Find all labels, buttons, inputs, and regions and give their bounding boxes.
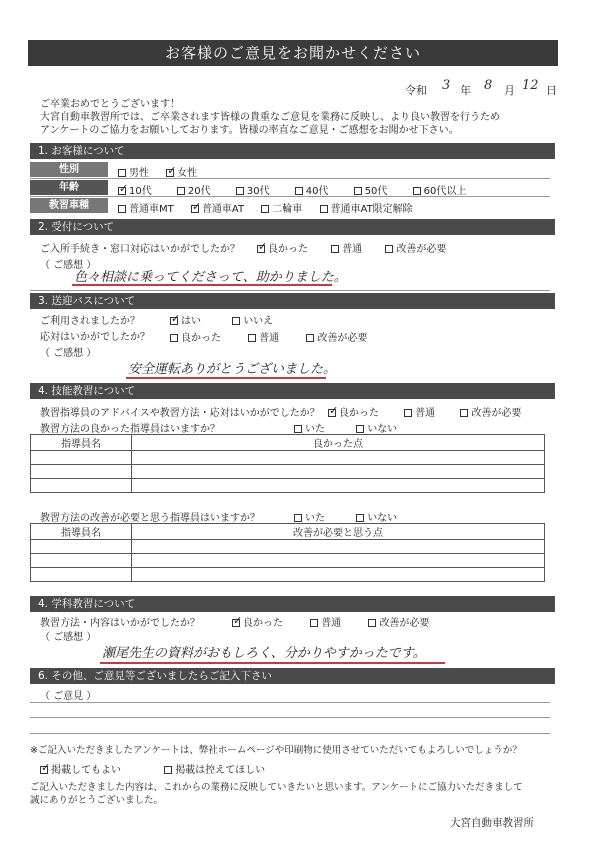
classroom-comment[interactable]: 瀬尾先生の資料がおもしろく、分かりやすかったです。 (102, 646, 426, 661)
intro-line: 大宮自動車教習所では、ご卒業されます皆様の貴重なご意見を業務に反映し、より良い教習を行うため (40, 112, 500, 123)
bus-option-good[interactable] (170, 329, 221, 344)
classroom-option-improve[interactable] (368, 614, 429, 629)
table-row (31, 540, 545, 554)
course-options (118, 200, 427, 215)
classroom-option-good[interactable] (232, 614, 283, 629)
age-option-30s[interactable] (236, 182, 270, 197)
section-header-other: 6. その他、ご意見等ございましたらご記入下さい (30, 668, 555, 684)
option-label: 普通車AT限定解除 (330, 204, 413, 215)
improve-instructor-table (30, 523, 545, 582)
checkbox-icon[interactable] (356, 425, 364, 433)
classroom-comment-label: （ ご感想 ） (40, 632, 97, 643)
date-year-unit: 年 (460, 84, 471, 97)
good-instructor-table (30, 434, 545, 493)
improve-instructor-yes[interactable] (294, 509, 325, 524)
intro-line: アンケートのご協力をお願いしております。皆様の率直なご意見・ご感想をお聞かせ下さい。 (40, 125, 459, 136)
bus-option-improve[interactable] (306, 329, 367, 344)
checkbox-icon[interactable] (331, 245, 339, 253)
option-label: いた (305, 513, 325, 524)
thanks-line: 誠にありがとうございました。 (30, 795, 164, 806)
table-row (31, 554, 545, 568)
comment-label-text: ご感想 (53, 260, 84, 271)
publish-options (40, 761, 279, 776)
checkbox-icon[interactable] (306, 334, 314, 342)
checkbox-checked-icon[interactable] (166, 169, 174, 177)
bus-question-service: 応対はいかがでしたか？ (40, 332, 150, 343)
reception-options (257, 240, 460, 255)
table-cell[interactable] (132, 540, 545, 554)
classroom-question: 教習方法・内容はいかがでしたか？ (40, 618, 200, 629)
option-label: 普通車MT (129, 204, 174, 215)
age-options (118, 182, 480, 197)
table-cell[interactable] (31, 465, 132, 479)
age-option-20s[interactable] (177, 182, 211, 197)
checkbox-icon[interactable] (236, 187, 244, 195)
comment-line[interactable] (30, 717, 550, 718)
checkbox-checked-icon[interactable] (191, 205, 199, 213)
table-row (31, 479, 545, 493)
section-header-reception: 2. 受付について (30, 219, 555, 235)
driving-option-normal[interactable] (404, 404, 435, 419)
driving-option-good[interactable] (328, 404, 379, 419)
driving-option-improve[interactable] (460, 404, 521, 419)
checkbox-checked-icon[interactable] (257, 245, 265, 253)
table-cell[interactable] (132, 451, 545, 465)
publish-option-decline[interactable] (164, 761, 265, 776)
age-option-50s[interactable] (354, 182, 388, 197)
table-cell[interactable] (132, 479, 545, 493)
checkbox-icon[interactable] (385, 245, 393, 253)
option-label: 改善が必要 (396, 244, 447, 255)
checkbox-icon[interactable] (294, 425, 302, 433)
option-label: 良かった (268, 244, 308, 255)
date-day[interactable]: 12 (522, 78, 539, 93)
good-instructor-yes[interactable] (294, 420, 325, 435)
course-option-motorcycle[interactable] (261, 200, 302, 215)
table-cell[interactable] (132, 465, 545, 479)
checkbox-checked-icon[interactable] (118, 187, 126, 195)
table-row (31, 451, 545, 465)
reception-comment-label: （ ご感想 ） (40, 260, 97, 271)
option-label: 良かった (181, 333, 221, 344)
age-option-10s[interactable] (118, 182, 152, 197)
bus-comment-label: （ ご感想 ） (40, 348, 97, 359)
date-day-unit: 日 (546, 84, 557, 97)
classroom-option-normal[interactable] (310, 614, 341, 629)
publish-option-ok[interactable] (40, 761, 121, 776)
checkbox-icon[interactable] (261, 205, 269, 213)
table-header-good-points: 良かった点 (132, 435, 545, 451)
driving-question-good-instructor: 教習方法の良かった指導員はいますか？ (40, 424, 220, 435)
bus-question-use: ご利用されましたか？ (40, 316, 140, 327)
bus-option-normal[interactable] (248, 329, 279, 344)
checkbox-icon[interactable] (170, 334, 178, 342)
table-header-improve-points: 改善が必要と思う点 (132, 524, 545, 540)
option-label: 二輪車 (272, 204, 303, 215)
driving-question-advice: 教習指導員のアドバイスや教習方法・応対はいかがでしたか？ (40, 408, 320, 419)
table-cell[interactable] (31, 451, 132, 465)
comment-line[interactable] (30, 733, 550, 734)
checkbox-icon[interactable] (310, 619, 318, 627)
good-instructor-options (294, 420, 411, 435)
course-option-at[interactable] (191, 200, 244, 215)
comment-label-text: ご感想 (53, 348, 84, 359)
section-header-driving: 4. 技能教習について (30, 383, 555, 399)
publish-note: ※ご記入いただきましたアンケートは、弊社ホームページや印刷物に使用させていただいてもよろしいでしょうか？ (30, 745, 522, 756)
table-cell[interactable] (31, 540, 132, 554)
checkbox-icon[interactable] (295, 187, 303, 195)
option-label: 20代 (187, 186, 211, 197)
option-label: 普通 (342, 244, 363, 255)
checkbox-icon[interactable] (404, 409, 412, 417)
checkbox-icon[interactable] (177, 187, 185, 195)
course-option-at-limit[interactable] (320, 200, 413, 215)
option-label: はい (181, 316, 201, 327)
checkbox-icon[interactable] (354, 187, 362, 195)
checkbox-checked-icon[interactable] (40, 766, 48, 774)
checkbox-icon[interactable] (294, 514, 302, 522)
gender-option-male[interactable] (118, 164, 149, 179)
date-era: 令和 (405, 84, 427, 97)
option-label: 男性 (129, 168, 149, 179)
reception-option-good[interactable] (257, 240, 308, 255)
bus-service-options (170, 329, 381, 344)
option-label: 掲載は控えてほしい (175, 765, 266, 776)
section-header-classroom: 4. 学科教習について (30, 596, 555, 612)
comment-line[interactable] (30, 702, 550, 703)
intro (40, 98, 560, 137)
option-label: いない (367, 424, 398, 435)
reception-option-normal[interactable] (331, 240, 362, 255)
gender-option-female[interactable] (166, 164, 197, 179)
option-label: 50代 (364, 186, 388, 197)
table-header-instructor: 指導員名 (31, 435, 132, 451)
table-cell[interactable] (31, 479, 132, 493)
classroom-options (232, 614, 443, 629)
table-row (31, 568, 545, 582)
option-label: 60代以上 (423, 186, 467, 197)
checkbox-icon[interactable] (368, 619, 376, 627)
date-month[interactable]: 8 (484, 78, 493, 93)
option-label: 40代 (305, 186, 329, 197)
checkbox-icon[interactable] (248, 334, 256, 342)
option-label: いない (367, 513, 398, 524)
table-cell[interactable] (31, 568, 132, 582)
table-cell[interactable] (31, 554, 132, 568)
date-month-unit: 月 (504, 84, 515, 97)
age-option-40s[interactable] (295, 182, 329, 197)
checkbox-checked-icon[interactable] (328, 409, 336, 417)
section-header-customer: 1. お客様について (30, 143, 555, 159)
table-cell[interactable] (132, 554, 545, 568)
organization-name: 大宮自動車教習所 (450, 817, 534, 829)
gender-options (118, 164, 211, 179)
option-label: 良かった (243, 618, 283, 629)
bus-use-options (170, 312, 287, 327)
comment-label-text: ご感想 (53, 632, 84, 643)
option-label: 普通 (321, 618, 342, 629)
age-option-60plus[interactable] (413, 182, 467, 197)
checkbox-icon[interactable] (356, 514, 364, 522)
option-label: 良かった (339, 408, 379, 419)
option-label: いた (305, 424, 325, 435)
option-label: 掲載してもよい (51, 765, 121, 776)
checkbox-icon[interactable] (320, 205, 328, 213)
option-label: 普通 (415, 408, 436, 419)
bus-option-no[interactable] (232, 312, 273, 327)
option-label: 改善が必要 (471, 408, 522, 419)
comment-label-text: ご意見 (53, 691, 84, 702)
intro-line: ご卒業おめでとうございます！ (40, 99, 180, 110)
option-label: 改善が必要 (379, 618, 430, 629)
date-year[interactable]: 3 (442, 78, 451, 93)
improve-instructor-no[interactable] (356, 509, 397, 524)
course-label: 教習車種 (30, 198, 108, 213)
checkbox-icon[interactable] (413, 187, 421, 195)
good-instructor-no[interactable] (356, 420, 397, 435)
option-label: 女性 (177, 168, 198, 179)
option-label: 10代 (129, 186, 152, 197)
improve-instructor-options (294, 509, 411, 524)
checkbox-checked-icon[interactable] (232, 619, 240, 627)
age-label: 年齢 (30, 180, 108, 195)
bus-option-yes[interactable] (170, 312, 201, 327)
checkbox-icon[interactable] (118, 205, 126, 213)
reception-comment[interactable]: 色々相談に乗ってくださって、助かりました。 (74, 270, 347, 285)
gender-label: 性別 (30, 162, 108, 177)
table-header-instructor: 指導員名 (31, 524, 132, 540)
checkbox-checked-icon[interactable] (170, 317, 178, 325)
reception-option-improve[interactable] (385, 240, 446, 255)
course-option-mt[interactable] (118, 200, 174, 215)
checkbox-icon[interactable] (164, 766, 172, 774)
table-cell[interactable] (132, 568, 545, 582)
checkbox-icon[interactable] (460, 409, 468, 417)
option-label: 普通 (259, 333, 280, 344)
table-row (31, 465, 545, 479)
bus-comment[interactable]: 安全運転ありがとうございました。 (128, 362, 337, 377)
reception-question: ご入所手続き・窓口対応はいかがでしたか？ (40, 244, 240, 255)
option-label: 改善が必要 (317, 333, 368, 344)
thanks-line: ご記入いただきました内容は、これからの業務に反映していきたいと思います。アンケートにご協力いただきまして (30, 782, 523, 793)
section-header-bus: 3. 送迎バスについて (30, 293, 555, 309)
option-label: 普通車AT (201, 204, 245, 215)
option-label: 30代 (246, 186, 270, 197)
checkbox-icon[interactable] (232, 317, 240, 325)
checkbox-icon[interactable] (118, 169, 126, 177)
driving-advice-options (328, 404, 535, 419)
option-label: いいえ (243, 316, 274, 327)
driving-question-improve-instructor: 教習方法の改善が必要と思う指導員はいますか？ (40, 513, 260, 524)
page-title: お客様のご意見をお聞かせください (28, 40, 558, 66)
other-comment-label: （ ご意見 ） (40, 691, 97, 702)
